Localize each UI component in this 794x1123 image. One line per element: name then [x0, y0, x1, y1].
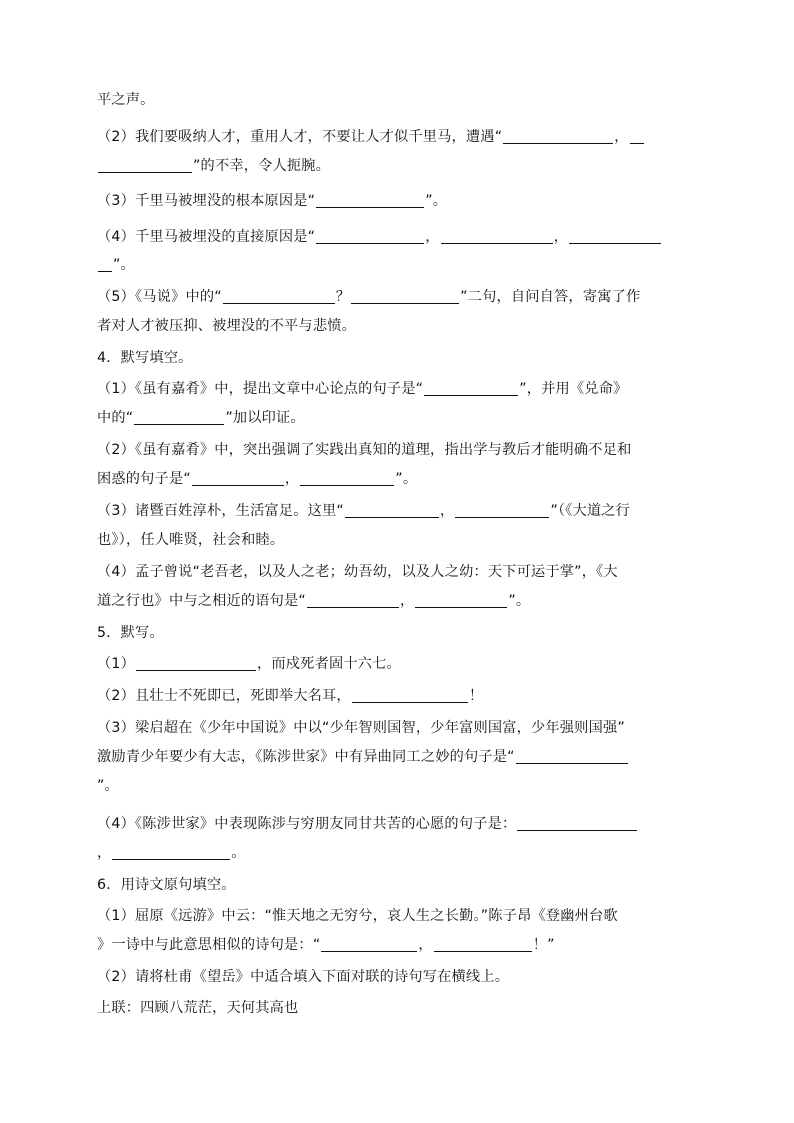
question-line: ”。 [97, 778, 119, 794]
answer-blank[interactable] [316, 192, 424, 208]
question-line: （3）诸暨百姓淳朴，生活富足。这里“ ， ”（《大道之行 [97, 503, 631, 519]
question-line: （5）《马说》中的“ ？ ”二句，自问自答，寄寓了作 [97, 289, 641, 305]
text-line: （2）《虽有嘉肴》中，突出强调了实践出真知的道理，指出学与教后才能明确不足和 [97, 442, 632, 458]
text-line: 也》），任人唯贤，社会和睦。 [97, 532, 285, 548]
text-line: 者对人才被压抑、被埋没的不平与悲愤。 [97, 318, 356, 334]
question-line: ”的不幸，令人扼腕。 [97, 156, 702, 176]
question-line: （4）《陈涉世家》中表现陈涉与穷朋友同甘共苦的心愿的句子是： [97, 814, 702, 834]
answer-blank[interactable] [424, 380, 518, 396]
section-heading: 4．默写填空。 [97, 350, 193, 366]
answer-blank[interactable] [300, 470, 394, 486]
text-line: 平之声。 [97, 92, 155, 108]
question-line: （3）千里马被埋没的根本原因是“ ”。 [97, 193, 448, 209]
answer-blank[interactable] [352, 687, 468, 703]
question-line: ， 。 [97, 845, 246, 861]
answer-blank[interactable] [223, 288, 335, 304]
answer-blank[interactable] [307, 592, 399, 608]
question-line: （2）且壮士不死即已，死即举大名耳， ！ [97, 688, 484, 704]
answer-blank[interactable] [351, 288, 459, 304]
question-line: （2）我们要吸纳人才，重用人才，不要让人才似千里马，遭遇“ ， [97, 127, 702, 147]
answer-blank[interactable] [434, 936, 532, 952]
question-line: （4）千里马被埋没的直接原因是“ ， ， [97, 227, 702, 247]
text-line: （3）梁启超在《少年中国说》中以“少年智则国智，少年富则国富，少年强则国强” [97, 720, 625, 736]
answer-blank[interactable] [316, 228, 424, 244]
text-line: （1）屈原《远游》中云：“惟天地之无穷兮，哀人生之长勤。”陈子昂《登幽州台歌 [97, 908, 618, 924]
section-heading: 5．默写。 [97, 625, 164, 641]
question-line: 道之行也》中与之相近的语句是“ ， ”。 [97, 593, 531, 609]
answer-blank[interactable] [98, 157, 192, 173]
section-heading: 6．用诗文原句填空。 [97, 877, 236, 893]
answer-blank[interactable] [98, 256, 112, 272]
answer-blank[interactable] [345, 502, 439, 518]
answer-blank[interactable] [192, 470, 284, 486]
answer-blank[interactable] [516, 748, 628, 764]
text-line: （4）孟子曾说“老吾老，以及人之老；幼吾幼，以及人之幼：天下可运于掌”，《大 [97, 564, 618, 580]
question-line: 激励青少年要少有大志，《陈涉世家》中有异曲同工之妙的句子是“ [97, 747, 702, 767]
answer-blank[interactable] [415, 592, 507, 608]
answer-blank[interactable] [503, 128, 613, 144]
text-line: （2）请将杜甫《望岳》中适合填入下面对联的诗句写在横线上。 [97, 969, 510, 985]
question-line: ”。 [97, 255, 702, 275]
question-line: 》一诗中与此意思相似的诗句是：“ ， ！” [97, 937, 555, 953]
answer-blank[interactable] [134, 409, 224, 425]
answer-blank[interactable] [441, 228, 553, 244]
question-line: 中的“ ”加以印证。 [97, 410, 305, 426]
answer-blank[interactable] [136, 655, 256, 671]
answer-blank[interactable] [321, 936, 417, 952]
question-line: （1）《虽有嘉肴》中，提出文章中心论点的句子是“ ”，并用《兑命》 [97, 381, 628, 397]
question-line: 困惑的句子是“ ， ”。 [97, 471, 418, 487]
answer-blank[interactable] [569, 228, 661, 244]
answer-blank[interactable] [630, 128, 644, 144]
answer-blank[interactable] [112, 844, 230, 860]
text-line: 上联：四顾八荒茫，天何其高也 [97, 1000, 299, 1016]
answer-blank[interactable] [455, 502, 549, 518]
answer-blank[interactable] [517, 815, 637, 831]
question-line: （1） ，而戍死者固十六七。 [97, 656, 401, 672]
